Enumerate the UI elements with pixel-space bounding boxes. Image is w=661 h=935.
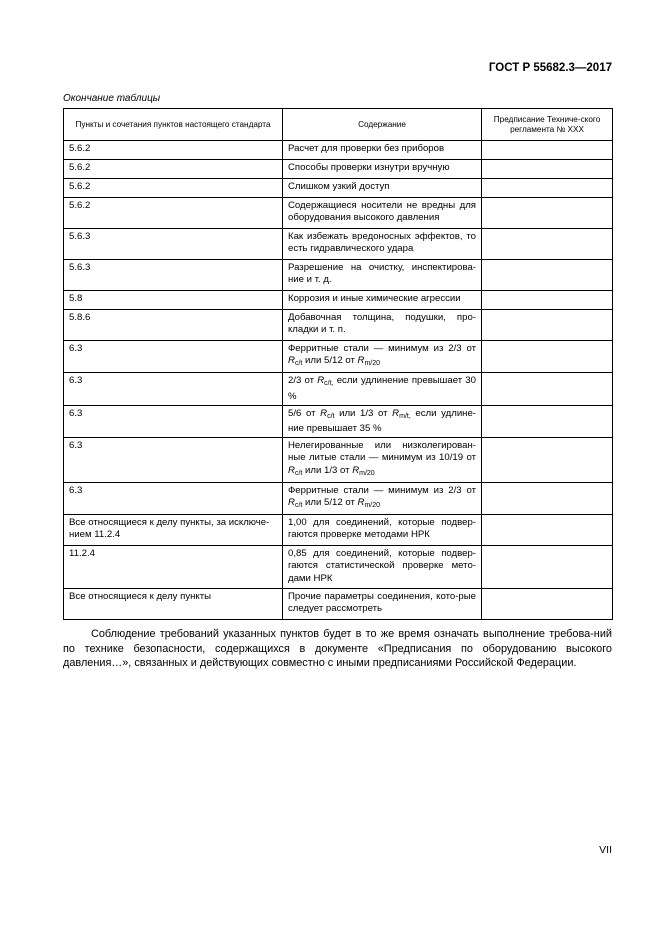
row-ref: Все относящиеся к делу пункты [64,589,283,620]
subscript-m20: m/20 [359,469,375,477]
row-regulation [482,482,613,514]
row-ref: 5.8.6 [64,310,283,341]
row-ref: 6.3 [64,438,283,483]
paragraph-text: Соблюдение требований указанных пунктов будет в то же время означать выполнение требова-ний по технике безопасности, содержащихся в документе «Предписания по оборудованию высокого давления…», связанных и действующих совместно с иными предписаниями Российской Федерации. [63,628,612,669]
row-ref: 5.8 [64,291,283,310]
subscript-ct: c/t [327,412,335,420]
table-row [64,198,613,229]
row-content [283,373,482,405]
row-ref: 6.3 [64,405,283,437]
symbol-R: R [357,497,365,509]
subscript-mt: m/t, [399,412,411,420]
table-row [64,546,613,589]
row-ref: 5.6.3 [64,229,283,260]
table-row [64,141,613,160]
table-row [64,373,613,405]
subscript-m20: m/20 [364,502,381,510]
row-content: 0,85 для соединений, которые подвер-гаются статистической проверке мето-дами НРК [283,546,482,589]
text-part: если удлинение превышает 30 % [288,375,476,402]
row-content: Как избежать вредоносных эффектов, то есть гидравлического удара [283,229,482,260]
table-caption: Окончание таблицы [63,93,161,104]
body-paragraph [63,627,612,671]
row-regulation [482,291,613,310]
row-ref: 5.6.3 [64,260,283,291]
row-regulation [482,341,613,373]
row-ref: 6.3 [64,482,283,514]
row-regulation [482,229,613,260]
row-ref: 11.2.4 [64,546,283,589]
text-part: Нелегированные или низколегирован-ные литые стали — минимум из 10/19 от [288,440,476,464]
row-content [283,405,482,437]
table-row [64,405,613,437]
text-part: или 1/3 от [339,407,388,419]
table-row [64,589,613,620]
header-regulation: Предписание Техниче-ского регламента № ХХХ [482,109,613,141]
table-header-row [64,109,613,141]
subscript-m20: m/20 [364,360,381,368]
row-content: Способы проверки изнутри вручную [283,160,482,179]
header-content: Содержание [283,109,482,141]
row-content: Добавочная толщина, подушки, про-кладки и т. п. [283,310,482,341]
table-row [64,482,613,514]
row-ref: 6.3 [64,373,283,405]
requirements-table [63,108,613,620]
table-row [64,260,613,291]
row-content: 1,00 для соединений, которые подвер-гаются проверке методами НРК [283,515,482,546]
symbol-R: R [288,355,295,367]
row-regulation [482,179,613,198]
subscript-ct: c/t [294,360,303,368]
text-part: 2/3 от [288,375,315,387]
row-regulation [482,405,613,437]
row-ref: 5.6.2 [64,179,283,198]
row-content [283,438,482,483]
table-row [64,229,613,260]
text-part: если удлине-ние превышает 35 % [288,407,477,435]
row-regulation [482,310,613,341]
table-row [64,515,613,546]
subscript-ct: c/t, [324,380,334,388]
page-number: VII [599,844,612,856]
text-part: 5/6 от [288,407,316,419]
subscript-ct: c/t [294,469,303,477]
row-regulation [482,198,613,229]
row-regulation [482,546,613,589]
text-part: или 5/12 от [305,497,355,509]
row-regulation [482,515,613,546]
table-row [64,179,613,198]
row-regulation [482,438,613,483]
text-part: или 1/3 от [305,464,350,476]
row-ref: 5.6.2 [64,160,283,179]
symbol-R: R [288,464,295,476]
row-content: Коррозия и иные химические агрессии [283,291,482,310]
text-part: Ферритные стали — минимум из 2/3 от [288,343,476,354]
row-ref: 5.6.2 [64,198,283,229]
table-row [64,160,613,179]
row-regulation [482,589,613,620]
row-regulation [482,141,613,160]
row-regulation [482,373,613,405]
row-content: Слишком узкий доступ [283,179,482,198]
table-row [64,310,613,341]
row-content: Расчет для проверки без приборов [283,141,482,160]
row-content: Разрешение на очистку, инспектирова-ние и т. д. [283,260,482,291]
row-content [283,482,482,514]
text-part: или 5/12 от [305,355,355,367]
row-ref: Все относящиеся к делу пункты, за исключе-нием 11.2.4 [64,515,283,546]
row-content [283,341,482,373]
row-ref: 5.6.2 [64,141,283,160]
text-part: Ферритные стали — минимум из 2/3 от [288,484,476,496]
symbol-R: R [320,407,328,419]
symbol-R: R [288,497,295,509]
row-content: Прочие параметры соединения, кото-рые следует рассмотреть [283,589,482,620]
header-clauses: Пункты и сочетания пунктов настоящего стандарта [64,109,283,141]
row-content: Содержащиеся носители не вредны для оборудования высокого давления [283,198,482,229]
symbol-R: R [352,464,360,476]
subscript-ct: c/t [294,502,303,510]
row-regulation [482,160,613,179]
table-row [64,291,613,310]
table-row [64,438,613,483]
table-row [64,341,613,373]
document-number: ГОСТ Р 55682.3—2017 [488,62,612,74]
row-regulation [482,260,613,291]
symbol-R: R [392,407,400,419]
symbol-R: R [357,355,365,367]
symbol-R: R [317,375,325,387]
row-ref: 6.3 [64,341,283,373]
